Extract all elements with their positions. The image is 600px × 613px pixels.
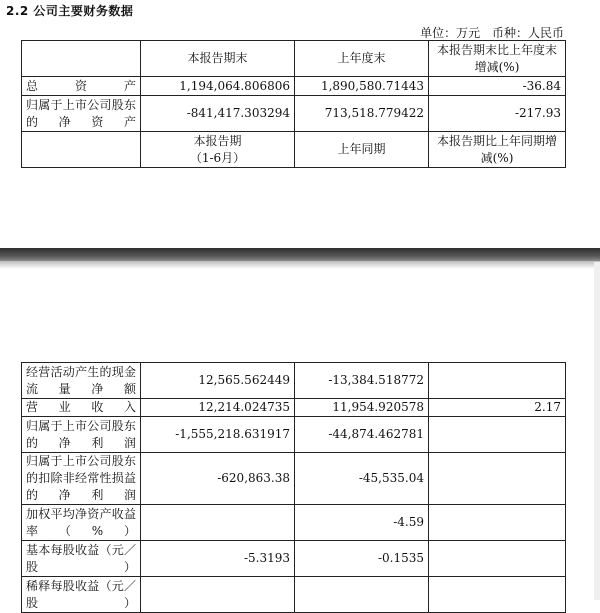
value-change (429, 577, 566, 613)
table-row (22, 417, 566, 453)
row-label: 基本每股收益（元／股） (22, 541, 141, 577)
value-change (429, 505, 566, 541)
row-label: 稀释每股收益（元／股） (22, 577, 141, 613)
value-previous: -0.1535 (295, 541, 429, 577)
value-current (141, 577, 295, 613)
value-current (141, 505, 295, 541)
value-change (429, 363, 566, 399)
row-label: 经营活动产生的现金流量净额 (22, 363, 141, 399)
value-previous: -13,384.518772 (295, 363, 429, 399)
value-current: 12,565.562449 (141, 363, 295, 399)
value-change (429, 541, 566, 577)
table-row (22, 577, 566, 613)
section-title: 2.2 公司主要财务数据 (6, 4, 134, 18)
value-current: -1,555,218.631917 (141, 417, 295, 453)
table-row (22, 453, 566, 505)
table-row (22, 363, 566, 399)
value-change (429, 417, 566, 453)
divider-shadow (0, 261, 600, 269)
header-cell: 本报告期 （1-6月） (141, 132, 295, 168)
row-label: 归属于上市公司股东的净资产 (22, 96, 141, 132)
value-change (429, 453, 566, 505)
value-previous (295, 577, 429, 613)
value-change: -36.84 (429, 77, 566, 96)
header-cell: 本报告期比上年同期增减(%) (429, 132, 566, 168)
table-row (22, 505, 566, 541)
header-cell: 本报告期末 (141, 41, 295, 77)
financial-table-bottom (21, 362, 566, 613)
value-previous: -45,535.04 (295, 453, 429, 505)
table-row (22, 77, 566, 96)
header-cell (22, 41, 141, 77)
header-cell: 上年度末 (295, 41, 429, 77)
unit-label: 单位：万元 (420, 26, 481, 40)
value-change: -217.93 (429, 96, 566, 132)
value-current: -841,417.303294 (141, 96, 295, 132)
row-label: 归属于上市公司股东的扣除非经常性损益的净利润 (22, 453, 141, 505)
period-header-row (22, 132, 566, 168)
table-row (22, 541, 566, 577)
value-change: 2.17 (429, 399, 566, 417)
table-row (22, 96, 566, 132)
row-label: 营业收入 (22, 399, 141, 417)
header-cell: 本报告期末比上年度末增减(%) (429, 41, 566, 77)
value-previous: -44,874.462781 (295, 417, 429, 453)
financial-table-top (21, 40, 566, 168)
row-label: 归属于上市公司股东的净利润 (22, 417, 141, 453)
row-label: 总资产 (22, 77, 141, 96)
value-previous: -4.59 (295, 505, 429, 541)
value-previous: 713,518.779422 (295, 96, 429, 132)
header-cell (22, 132, 141, 168)
value-current: -5.3193 (141, 541, 295, 577)
page-divider (0, 248, 600, 261)
value-current: 1,194,064.806806 (141, 77, 295, 96)
currency-label: 币种：人民币 (491, 26, 564, 40)
value-previous: 1,890,580.71443 (295, 77, 429, 96)
value-previous: 11,954.920578 (295, 399, 429, 417)
header-cell: 上年同期 (295, 132, 429, 168)
header-row (22, 41, 566, 77)
unit-line (412, 24, 564, 41)
value-current: -620,863.38 (141, 453, 295, 505)
value-current: 12,214.024735 (141, 399, 295, 417)
row-label: 加权平均净资产收益率（%） (22, 505, 141, 541)
scrollbar[interactable] (594, 262, 600, 600)
table-row (22, 399, 566, 417)
